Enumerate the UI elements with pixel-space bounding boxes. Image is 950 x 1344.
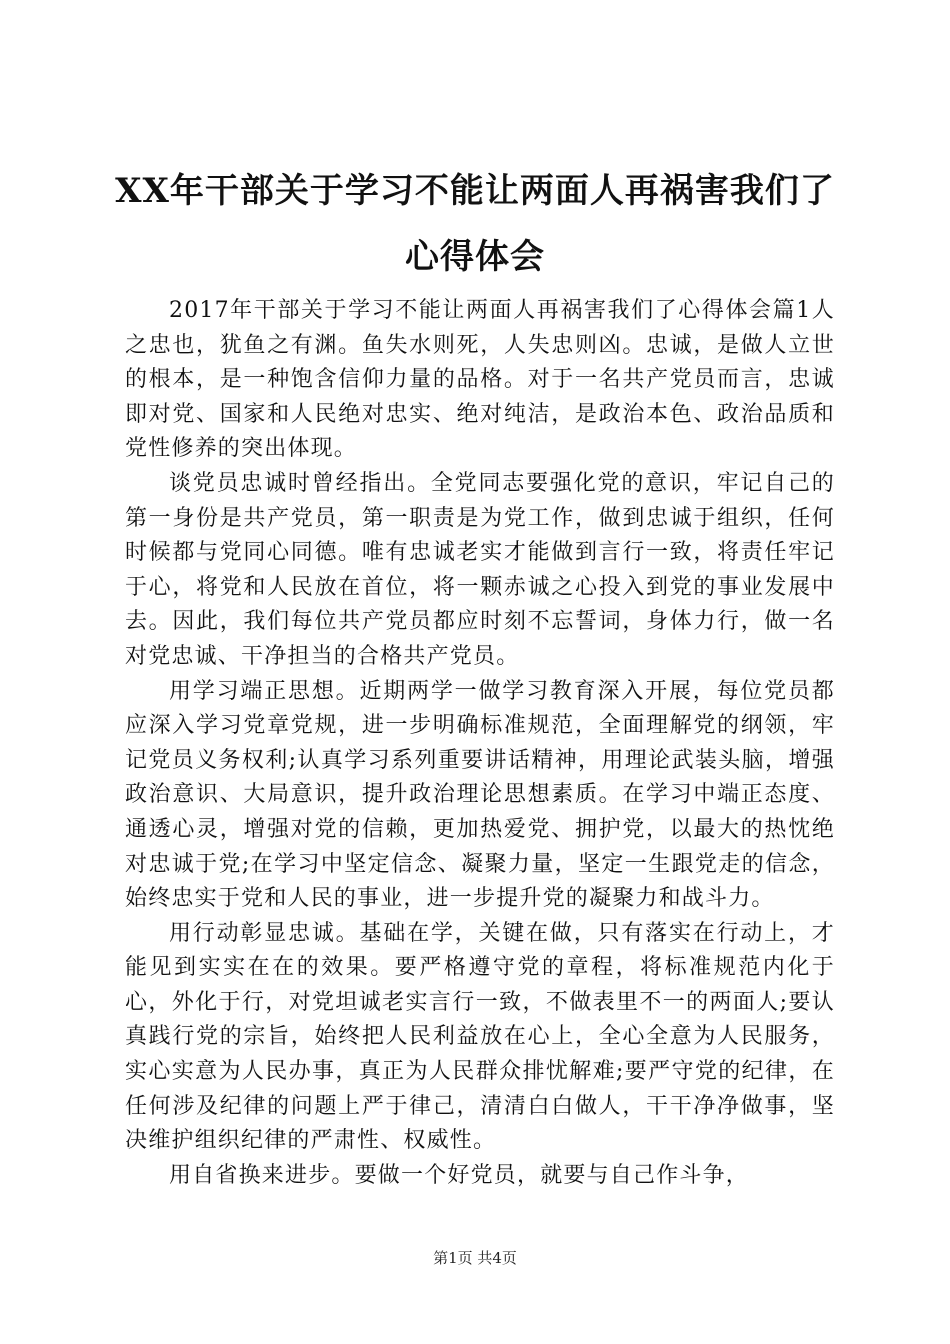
paragraph: 用学习端正思想。近期两学一做学习教育深入开展，每位党员都应深入学习党章党规，进一步明确标准规范，全面理解党的纲领，牢记党员义务权利;认真学习系列重要讲话精神，用理论武装头脑，增强政治意识、大局意识，提升政治理论思想素质。在学习中端正态度、通透心灵，增强对党的信赖，更加热爱党、拥护党，以最大的热忱绝对忠诚于党;在学习中坚定信念、凝聚力量，坚定一生跟党走的信念，始终忠实于党和人民的事业，进一步提升党的凝聚力和战斗力。 — [125, 678, 835, 912]
document-body — [125, 294, 835, 1193]
paragraph: 谈党员忠诚时曾经指出。全党同志要强化党的意识，牢记自己的第一身份是共产党员，第一职责是为党工作，做到忠诚于组织，任何时候都与党同心同德。唯有忠诚老实才能做到言行一致，将责任牢记于心，将党和人民放在首位，将一颗赤诚之心投入到党的事业发展中去。因此，我们每位共产党员都应时刻不忘誓词，身体力行，做一名对党忠诚、干净担当的合格共产党员。 — [125, 470, 835, 669]
paragraph: 2017年干部关于学习不能让两面人再祸害我们了心得体会篇1人之忠也，犹鱼之有渊。鱼失水则死，人失忠则凶。忠诚，是做人立世的根本，是一种饱含信仰力量的品格。对于一名共产党员而言，忠诚即对党、国家和人民绝对忠实、绝对纯洁，是政治本色、政治品质和党性修养的突出体现。 — [125, 298, 835, 462]
document-title: XX年干部关于学习不能让两面人再祸害我们了心得体会 — [115, 171, 835, 277]
paragraph: 用行动彰显忠诚。基础在学，关键在做，只有落实在行动上，才能见到实实在在的效果。要严格遵守党的章程，将标准规范内化于心，外化于行，对党坦诚老实言行一致，不做表里不一的两面人;要认真践行党的宗旨，始终把人民利益放在心上，全心全意为人民服务，实心实意为人民办事，真正为人民群众排忧解难;要严守党的纪律，在任何涉及纪律的问题上严于律己，清清白白做人，干干净净做事，坚决维护组织纪律的严肃性、权威性。 — [125, 920, 835, 1154]
paragraph: 用自省换来进步。要做一个好党员，就要与自己作斗争， — [169, 1162, 750, 1188]
page-footer: 第1页 共4页 — [433, 1249, 517, 1267]
